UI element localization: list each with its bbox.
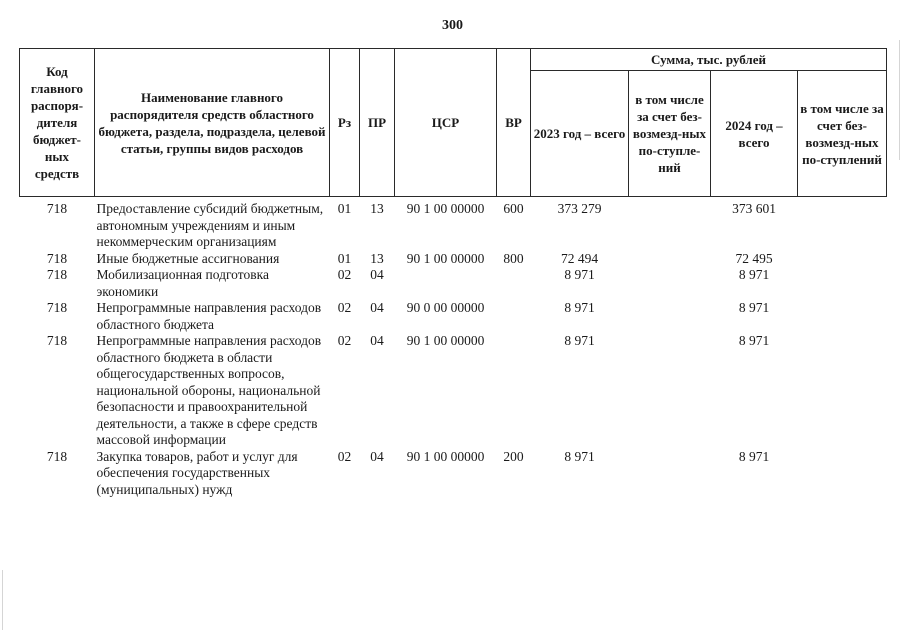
cell-vr: 200 (503, 448, 524, 464)
cell-rz: 02 (337, 267, 352, 282)
cell-2024-free (798, 449, 887, 499)
cell-rz: 01 (337, 201, 352, 216)
table-header (20, 49, 887, 197)
cell-name: Мобилизационная подготовка экономики (96, 267, 269, 299)
cell-name: Предоставление субсидий бюджетным, автономным учреждениям и иным некоммерческим организациям (96, 201, 324, 249)
header-2023-free: в том числе за счет без-возмезд-ных по-ступле-ний (629, 71, 711, 197)
cell-2023-total: 8 971 (564, 300, 595, 315)
cell-2024-free (798, 300, 887, 333)
cell-vr (497, 300, 531, 333)
cell-code: 718 (46, 448, 68, 464)
cell-csr: 90 1 00 00000 (406, 333, 485, 348)
header-rz: Рз (330, 49, 360, 197)
cell-pr: 13 (370, 201, 384, 216)
cell-csr (395, 267, 497, 300)
cell-code: 718 (46, 201, 68, 216)
header-csr: ЦСР (395, 49, 497, 197)
cell-2023-total: 8 971 (564, 333, 595, 348)
cell-vr (497, 267, 531, 300)
scan-edge-mark (2, 570, 3, 630)
header-2024-free: в том числе за счет без-возмезд-ных по-ступлений (798, 71, 887, 197)
cell-2023-free (629, 333, 711, 449)
cell-2024-free (798, 267, 887, 300)
cell-code: 718 (46, 267, 68, 282)
cell-2024-total: 373 601 (732, 201, 776, 216)
cell-2023-free (629, 201, 711, 251)
cell-2024-free (798, 333, 887, 449)
budget-table (19, 48, 887, 498)
cell-csr: 90 1 00 00000 (406, 250, 485, 266)
cell-2023-total: 72 494 (560, 250, 599, 266)
cell-2024-total: 72 495 (735, 250, 773, 266)
table-row (20, 267, 887, 300)
cell-2023-total: 8 971 (564, 267, 595, 282)
cell-2024-free (798, 251, 887, 268)
cell-vr: 600 (503, 201, 524, 216)
table-row (20, 300, 887, 333)
cell-code: 718 (46, 333, 68, 348)
cell-2024-total: 8 971 (738, 300, 770, 315)
cell-name: Иные бюджетные ассигнования (96, 250, 280, 266)
cell-name: Непрограммные направления расходов областного бюджета в области общегосударственных вопросов, национальной обороны, национальной безопасности и правоохранительной деятельности, а также в сфере средств массовой информации (96, 333, 322, 447)
table-row (20, 449, 887, 499)
cell-2024-total: 8 971 (738, 267, 770, 282)
header-sum-group: Сумма, тыс. рублей (531, 49, 887, 71)
cell-2023-free (629, 300, 711, 333)
table-row (20, 251, 887, 268)
cell-name: Непрограммные направления расходов областного бюджета (96, 300, 322, 332)
cell-2023-free (629, 449, 711, 499)
table-row (20, 333, 887, 449)
header-name: Наименование главного распорядителя средств областного бюджета, раздела, подраздела, целевой статьи, группы видов расходов (95, 49, 330, 197)
cell-2023-free (629, 267, 711, 300)
cell-csr: 90 0 00 00000 (406, 300, 485, 315)
cell-2023-free (629, 251, 711, 268)
cell-code: 718 (46, 250, 68, 266)
header-2024-total: 2024 год – всего (711, 71, 798, 197)
scan-edge-mark (899, 40, 900, 160)
cell-pr: 13 (370, 250, 384, 266)
cell-2023-total: 8 971 (564, 448, 595, 464)
header-code: Код главного распоря-дителя бюджет-ных средств (20, 49, 95, 197)
cell-vr: 800 (503, 250, 524, 266)
cell-code: 718 (46, 300, 68, 315)
header-pr: ПР (360, 49, 395, 197)
page-number: 300 (442, 18, 463, 33)
table-row (20, 201, 887, 251)
cell-2024-free (798, 201, 887, 251)
cell-2024-total: 8 971 (738, 333, 770, 348)
cell-csr: 90 1 00 00000 (406, 448, 485, 464)
cell-vr (497, 333, 531, 449)
cell-name: Закупка товаров, работ и услуг для обеспечения государственных (муниципальных) нужд (96, 448, 298, 497)
table-body (20, 197, 887, 499)
cell-2023-total: 373 279 (557, 201, 602, 216)
cell-csr: 90 1 00 00000 (406, 201, 485, 216)
header-vr: ВР (497, 49, 531, 197)
cell-pr: 04 (370, 300, 384, 315)
cell-rz: 02 (337, 333, 352, 348)
header-2023-total: 2023 год – всего (531, 71, 629, 197)
cell-rz: 01 (337, 250, 352, 266)
cell-rz: 02 (337, 300, 352, 315)
cell-pr: 04 (370, 448, 384, 464)
cell-rz: 02 (337, 448, 352, 464)
cell-pr: 04 (370, 267, 384, 282)
cell-pr: 04 (370, 333, 384, 348)
cell-2024-total: 8 971 (738, 448, 770, 464)
